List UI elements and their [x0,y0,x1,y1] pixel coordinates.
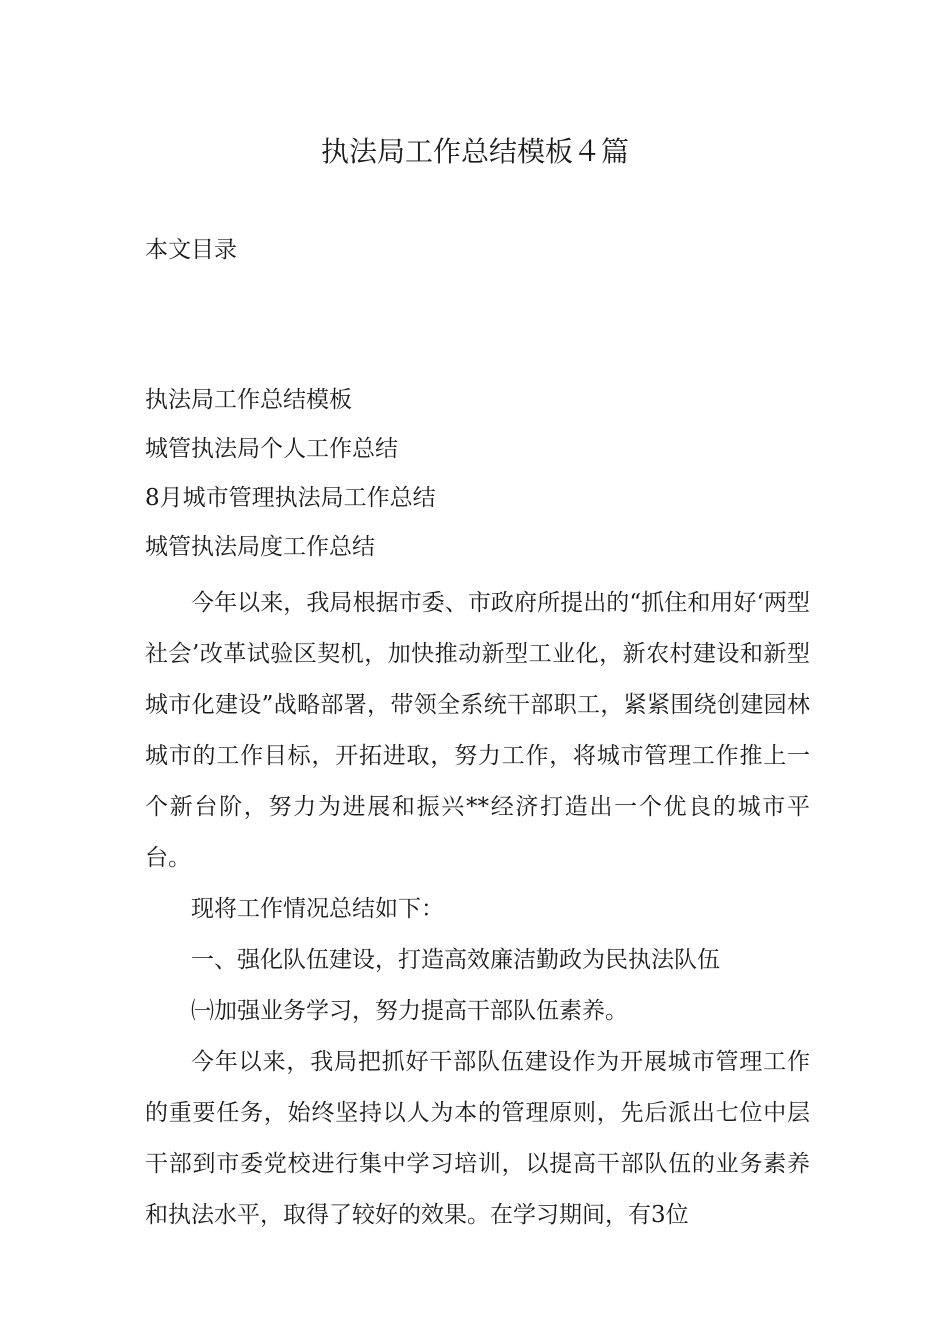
section-heading: 一、强化队伍建设，打造高效廉洁勤政为民执法队伍 [191,947,720,973]
body-paragraph: 现将工作情况总结如下： [191,896,444,922]
toc-item[interactable]: 城管执法局度工作总结 [145,534,375,560]
document-body [145,578,810,1241]
subsection-heading: ㈠加强业务学习，努力提高干部队伍素养。 [191,998,628,1024]
document-title: 执法局工作总结模板４篇 [320,135,629,168]
table-of-contents [145,380,436,576]
body-paragraph: 今年以来，我局根据市委、市政府所提出的“抓住和用好‘两型社会’改革试验区契机，加快推动新型工业化，新农村建设和新型城市化建设”战略部署，带领全系统干部职工，紧紧围绕创建园林城市的工作目标，开拓进取，努力工作，将城市管理工作推上一个新台阶，努力为进展和振兴**经济打造出一个优良的城市平台。 [145,590,810,871]
toc-item[interactable]: 8月城市管理执法局工作总结 [145,485,436,511]
toc-item[interactable]: 执法局工作总结模板 [145,387,352,413]
toc-item[interactable]: 城管执法局个人工作总结 [145,436,398,462]
body-paragraph: 今年以来，我局把抓好干部队伍建设作为开展城市管理工作的重要任务，始终坚持以人为本的管理原则，先后派出七位中层干部到市委党校进行集中学习培训，以提高干部队伍的业务素养和执法水平，取得了较好的效果。在学习期间，有3位 [145,1049,810,1228]
toc-heading: 本文目录 [145,237,237,263]
